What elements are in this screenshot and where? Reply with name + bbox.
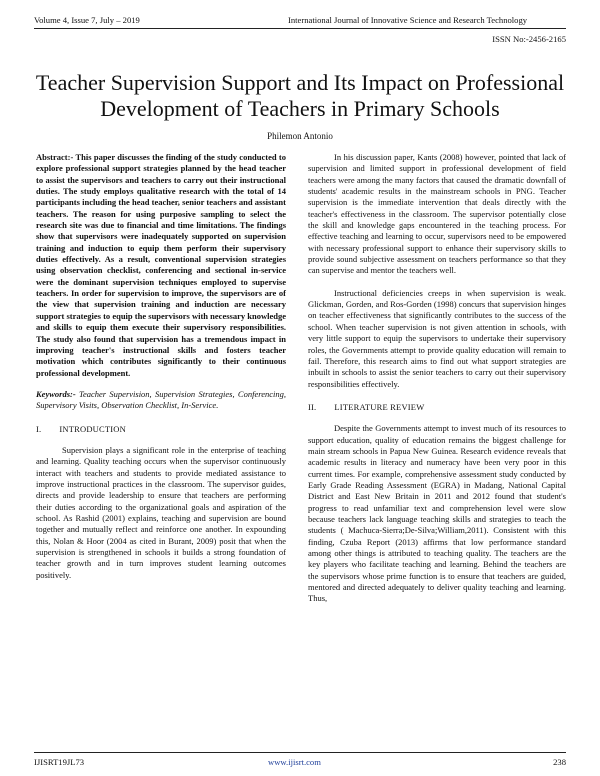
section-title: INTRODUCTION — [59, 423, 126, 434]
issn: ISSN No:-2456-2165 — [492, 34, 566, 44]
keywords-text: Teacher Supervision, Supervision Strategies, Conferencing, Supervisory Visits, Observation Checklist, In-Service. — [36, 388, 287, 411]
paper-title: Teacher Supervision Support and Its Impact on Professional Development of Teachers in Primary Schools — [35, 70, 565, 121]
abstract-text: This paper discusses the finding of the study conducted to explore professional support strategies planned by the head teacher to assist the supervisors and teachers to carry out their instructional duties. The study employs qualitative research with the total of 14 participants including the head teacher, senior teachers and assistant teachers. The reason for using purposive sampling to select the research site was due to financial and time limitations. The findings show that supervisors were inadequately supported on supervision training and induction to equip them perform their supervisory duties effectively. As a result, conventional supervision strategies using observation checklist, conferencing and sectional in-service were the dominant supervision techniques employed to supervise teachers. In order for supervision to improve, the supervisors are of the view that supervision training and induction are necessary support strategies to equip the supervisors with necessary knowledge and skills to equip them execute their supervisory responsibilities. The study also found that supervision has a tremendous impact in improving teacher's instructional skills and fosters teacher motivation which contributes significantly to their continuous professional development. — [36, 152, 286, 378]
keywords — [36, 389, 286, 412]
body-paragraph: In his discussion paper, Kants (2008) however, pointed that lack of supervision and limited support in professional development of field teachers were among the many factors that caused the dramatic downfall of students' academic results in the mainstream schools in PNG. Teacher supervision is the immediate intervention that deals directly with the teacher's effectiveness in the classroom. The supervisor potentially close the skill and knowledge gaps encountered in the teaching process. For effective teaching and learning to occur, supervisors need to be empowered with necessary professional support to enhance their supervisory skills to provide sound subjective assessment on teachers performance so that they can supervise and mentor the teachers well. — [308, 152, 566, 276]
left-column — [36, 152, 286, 581]
section-heading-introduction — [36, 424, 286, 435]
paper-code: IJISRT19JL73 — [34, 757, 85, 767]
section-number: II. — [308, 401, 317, 412]
keywords-label: Keywords:- — [36, 388, 76, 399]
page-number: 238 — [553, 757, 566, 767]
author-name: Philemon Antonio — [267, 131, 333, 141]
right-column — [308, 152, 566, 605]
journal-name: International Journal of Innovative Science and Research Technology — [288, 15, 528, 25]
literature-paragraph: Despite the Governments attempt to invest much of its resources to support education, quality of education remains the biggest challenge for main stream schools in Papua New Guinea. Research evidence reveals that academic results in literacy and numeracy have been very poor in this current times. For example, comprehensive assessment study conducted by Early Grade Reading Assessment (EGRA) in Madang, National Capital District and East New Britain in 2011 and 2012 found that student's progress to read unfamiliar text and comprehension level were slow because teachers lack language teaching skills and strategies to teach the students ( Machuca-Sierra;De-Silva;William,2011). Consistent with this finding, Czuba Report (2013) affirms that low performance standard among other things is attributed to teaching quality. The teachers are the key players who facilitate teaching and learning. Behind the teachers are the supervisors whose prime function is to ensure that teachers are guided, mentored and directed adequately to deliver quality teaching and learning. Thus, — [308, 423, 566, 604]
journal-website-link[interactable]: www.ijisrt.com — [268, 757, 321, 767]
abstract-label: Abstract:- — [36, 152, 74, 162]
intro-paragraph: Supervision plays a significant role in the enterprise of teaching and learning. Quality teaching occurs when the supervisor continuously interact with teachers and students to provide mediated assistance to improve instructional practices in the classroom. The supervisor guides, directs and provide leadership to ensure that teachers are performing their duties according to the organizational goals and aspiration of the school. As Rashid (2001) explains, teaching and supervision are bound together and mutually reflect and reinforce one another. In expounding this, Nolan & Hoor (2004 as cited in Burant, 2009) posit that when the supervision is strengthened in schools it builds a strong foundation of teacher growth and in turn improves student learning outcomes positively. — [36, 444, 286, 580]
body-paragraph: Instructional deficiencies creeps in when supervision is weak. Glickman, Gorden, and Ros-Gorden (1998) concurs that supervision hinges on teacher effectiveness that significantly contributes to the success of the school. When teacher supervision is not given attention in schools, with very little support to equip the supervisors to undertake their supervisory roles, the Governments attempt to provide quality education will remain to fail. Therefore, this research aims to find out what support strategies are inbuilt in schools to assist the senior teachers to carry out their supervisory responsibilities effectively. — [308, 287, 566, 389]
abstract — [36, 152, 286, 379]
footer-rule — [34, 752, 566, 753]
section-heading-literature-review — [308, 402, 566, 413]
section-number: I. — [36, 423, 42, 434]
volume-issue: Volume 4, Issue 7, July – 2019 — [34, 15, 140, 25]
header-rule — [34, 28, 566, 29]
section-title: LITERATURE REVIEW — [334, 401, 425, 412]
